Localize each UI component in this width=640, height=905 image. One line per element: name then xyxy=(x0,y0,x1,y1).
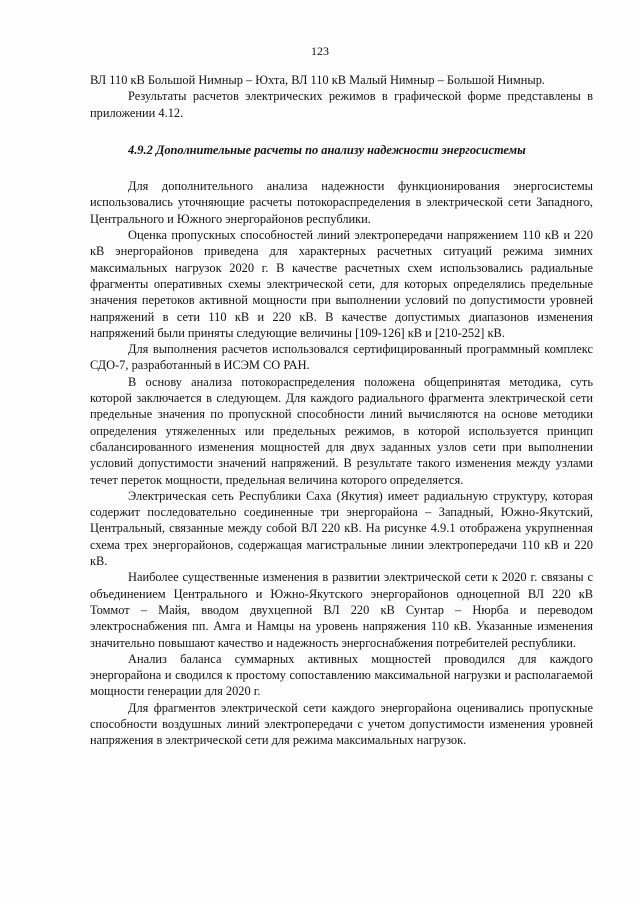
paragraph-methodology: В основу анализа потокораспределения положена общепринятая методика, суть которой заключается в следующем. Для каждого радиального фрагмента электрической сети предельные значения по пропускной способности линий вычисляются на основе методики определения утяжеленных или предельных режимов, в которой используется принцип сбалансированного изменения мощностей для двух заданных узлов сети при выполнении условий допустимости значений напряжений. В результате такого изменения между узлами течет переток мощности, предельная величина которого определяется. xyxy=(90,374,593,487)
page-number: 123 xyxy=(311,44,329,58)
paragraph-power-balance: Анализ баланса суммарных активных мощностей проводился для каждого энергорайона и сводился к простому сопоставлению максимальной нагрузки и располагаемой мощности генерации для 2020 г. xyxy=(90,651,593,699)
paragraph-continuation: ВЛ 110 кВ Большой Нимныр – Юхта, ВЛ 110 кВ Малый Нимныр – Большой Нимныр. xyxy=(90,73,546,87)
paragraph-network-structure: Электрическая сеть Республики Саха (Якутия) имеет радиальную структуру, которая содержит последовательно соединенные три энергорайона – Западный, Южно-Якутский, Центральный, связанные между собой ВЛ 220 кВ. На рисунке 4.9.1 отображена укрупненная схема трех энергорайонов, содержащая магистральные линии электропередачи 110 кВ и 220 кВ. xyxy=(90,488,593,569)
paragraph-results-note: Результаты расчетов электрических режимов в графической форме представлены в приложении 4.12. xyxy=(90,89,593,120)
paragraph-software: Для выполнения расчетов использовался сертифицированный программный комплекс СДО-7, разработанный в ИСЭМ СО РАН. xyxy=(90,342,593,373)
paragraph-network-changes: Наиболее существенные изменения в развитии электрической сети к 2020 г. связаны с объединением Центрального и Южно-Якутского энергорайонов одноцепной ВЛ 220 кВ Томмот – Майя, вводом двухцепной ВЛ 220 кВ Сунтар – Нюрба и переводом электроснабжения пп. Амга и Намцы на уровень напряжения 110 кВ. Указанные изменения значительно повышают качество и надежность энергоснабжения потребителей республики. xyxy=(90,570,593,650)
paragraph-capacity-assessment: Оценка пропускных способностей линий электропередачи напряжением 110 кВ и 220 кВ энергорайонов приведена для характерных расчетных ситуаций режима зимних максимальных нагрузок 2020 г. В качестве расчетных схем использовались радиальные фрагменты оперативных схемы электрической сети, для которых определялись предельные значения перетоков активной мощности при выполнении условий по допустимости уровней напряжений в сети 110 кВ и 220 кВ. В качестве допустимых диапазонов изменения напряжений были приняты следующие величины [109-126] кВ и [210-252] кВ. xyxy=(90,228,593,340)
page-body xyxy=(90,72,593,749)
section-heading: 4.9.2 Дополнительные расчеты по анализу надежности энергосистемы xyxy=(128,142,526,157)
paragraph-line-capacity: Для фрагментов электрической сети каждого энергорайона оценивались пропускные способности воздушных линий электропередачи с учетом допустимости изменения уровней напряжения в электрической сети для режима максимальных нагрузок. xyxy=(90,700,593,748)
paragraph-analysis-intro: Для дополнительного анализа надежности функционирования энергосистемы использовались уточняющие расчеты потокораспределения в электрической сети Западного, Центрального и Южного энергорайонов республики. xyxy=(90,179,593,226)
